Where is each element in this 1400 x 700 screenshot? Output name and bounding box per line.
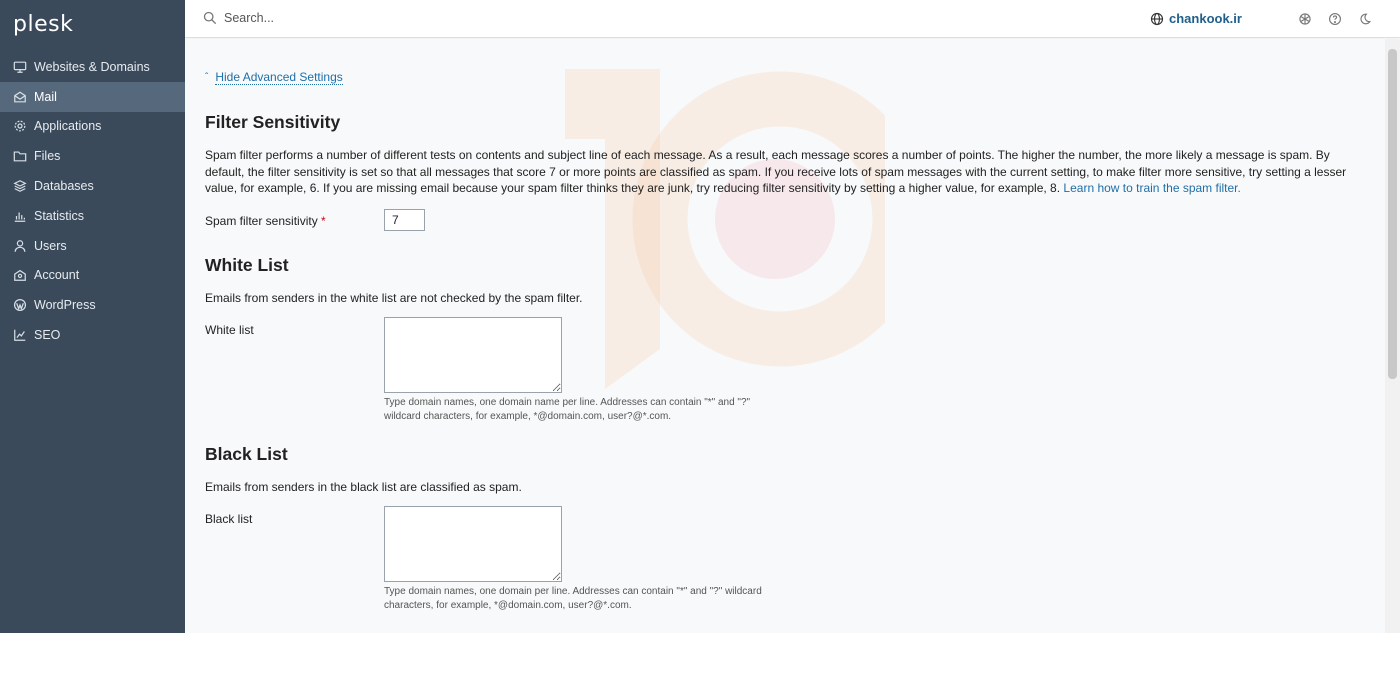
white-list-heading: White List xyxy=(205,255,289,275)
sidebar xyxy=(0,0,185,633)
filter-sensitivity-heading: Filter Sensitivity xyxy=(205,112,341,132)
sidebar-item-users[interactable] xyxy=(0,231,185,261)
required-mark: * xyxy=(321,214,326,228)
dark-mode-icon[interactable] xyxy=(1358,12,1372,26)
white-list-hint xyxy=(384,396,750,424)
mail-icon xyxy=(12,89,28,105)
black-list-heading: Black List xyxy=(205,444,288,464)
black-list-label: Black list xyxy=(205,512,253,526)
main-content xyxy=(185,39,1400,633)
sidebar-item-files[interactable] xyxy=(0,141,185,171)
field-label-text: Spam filter sensitivity xyxy=(205,214,318,228)
white-list-label: White list xyxy=(205,323,254,337)
account-icon xyxy=(12,267,28,283)
hide-advanced-settings-link[interactable]: ˆ Hide Advanced Settings xyxy=(205,70,343,84)
white-list-textarea[interactable] xyxy=(384,317,562,393)
sidebar-item-label: Users xyxy=(34,238,67,253)
scrollbar-thumb[interactable] xyxy=(1388,49,1397,379)
filter-sensitivity-description xyxy=(205,147,1365,197)
sidebar-item-label: Applications xyxy=(34,119,102,134)
sidebar-item-mail[interactable] xyxy=(0,82,185,112)
sidebar-nav xyxy=(0,52,185,350)
black-list-description: Emails from senders in the black list are classified as spam. xyxy=(205,480,522,494)
watermark-logo xyxy=(565,69,885,389)
search-icon xyxy=(203,11,217,25)
wordpress-icon xyxy=(12,297,28,313)
sidebar-item-label: Websites & Domains xyxy=(34,59,150,74)
black-list-textarea[interactable] xyxy=(384,506,562,582)
globe-icon xyxy=(1150,12,1164,26)
topbar xyxy=(185,0,1400,38)
monitor-icon xyxy=(12,59,28,75)
sidebar-item-label: Account xyxy=(34,268,80,283)
sidebar-item-label: SEO xyxy=(34,328,61,343)
search-input[interactable] xyxy=(224,11,524,25)
domain-name: chankook.ir xyxy=(1169,11,1242,26)
sidebar-item-statistics[interactable] xyxy=(0,201,185,231)
folder-icon xyxy=(12,148,28,164)
domain-selector[interactable] xyxy=(1150,11,1242,26)
sidebar-item-wordpress[interactable] xyxy=(0,290,185,320)
spam-sensitivity-input[interactable] xyxy=(384,209,425,231)
sidebar-item-label: Statistics xyxy=(34,208,85,223)
sidebar-item-account[interactable] xyxy=(0,261,185,291)
sidebar-item-label: WordPress xyxy=(34,298,96,313)
sidebar-item-applications[interactable] xyxy=(0,112,185,142)
scrollbar[interactable] xyxy=(1385,39,1400,633)
hint-line: Type domain names, one domain name per line. Addresses can contain "*" and "?" xyxy=(384,397,751,408)
hint-line: wildcard characters, for example, *@domain.com, user?@*.com. xyxy=(384,411,672,422)
extensions-icon[interactable] xyxy=(1298,12,1312,26)
seo-chart-icon xyxy=(12,327,28,343)
sidebar-item-label: Files xyxy=(34,149,61,164)
layers-icon xyxy=(12,178,28,194)
white-list-description: Emails from senders in the white list are not checked by the spam filter. xyxy=(205,291,583,305)
search-box xyxy=(203,11,524,25)
learn-spam-filter-link[interactable]: Learn how to train the spam filter. xyxy=(1063,181,1241,195)
hint-line: Type domain names, one domain per line. Addresses can contain "*" and "?" wildcard xyxy=(384,586,762,597)
sidebar-item-websites-domains[interactable] xyxy=(0,52,185,82)
description-text: Spam filter performs a number of different tests on contents and subject line of each message. As a result, each message scores a number of points. The higher the number, the more likely a message is spam. By default, the filter sensitivity is set so that all messages that score 7 or more points are classified as spam. If you receive lots of spam messages with the current setting, to make filter more sensitive, try setting a lesser value, for example, 6. If you are missing email because your spam filter thinks they are junk, try reducing filter sensitivity by setting a higher value, for example, 8. xyxy=(205,148,1347,195)
sidebar-item-label: Databases xyxy=(34,179,94,194)
gear-icon xyxy=(12,118,28,134)
spam-sensitivity-label xyxy=(205,214,326,228)
hint-line: characters, for example, *@domain.com, user?@*.com. xyxy=(384,600,632,611)
bar-chart-icon xyxy=(12,208,28,224)
user-icon xyxy=(12,238,28,254)
help-icon[interactable] xyxy=(1328,12,1342,26)
sidebar-item-seo[interactable] xyxy=(0,320,185,350)
chevron-up-icon: ˆ xyxy=(205,72,209,83)
plesk-logo[interactable]: plesk xyxy=(13,12,74,37)
sidebar-item-label: Mail xyxy=(34,89,57,104)
sidebar-item-databases[interactable] xyxy=(0,171,185,201)
black-list-hint xyxy=(384,585,762,613)
